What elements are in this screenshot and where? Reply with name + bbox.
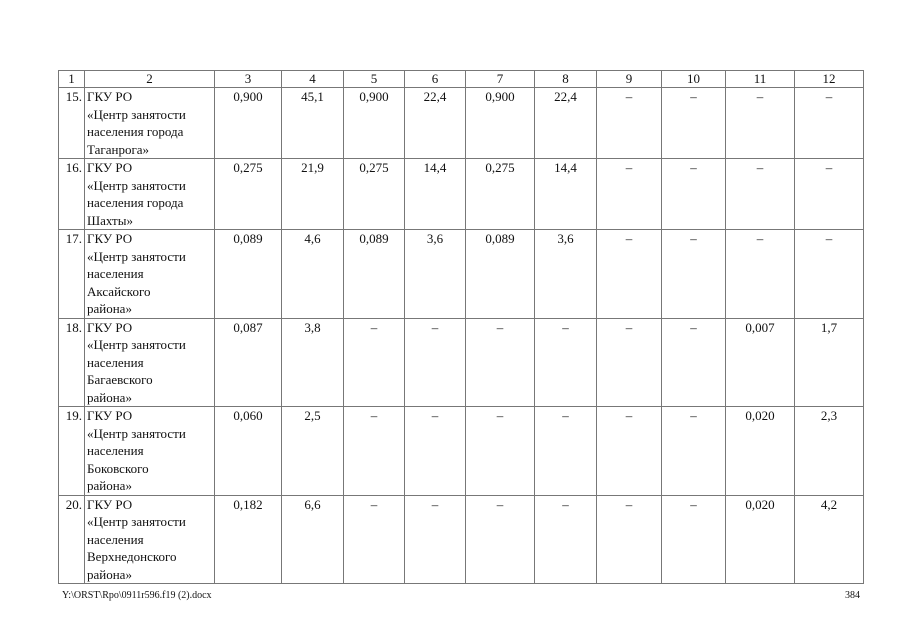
value-cell: 6,6 xyxy=(282,495,344,584)
value-cell: 0,089 xyxy=(466,230,535,319)
value-cell: 0,182 xyxy=(215,495,282,584)
organization-name xyxy=(85,495,215,584)
value-cell: – xyxy=(597,88,662,159)
table-body xyxy=(59,88,864,584)
value-cell: – xyxy=(795,88,864,159)
header-row xyxy=(59,71,864,88)
organization-name xyxy=(85,230,215,319)
name-line: ГКУ РО xyxy=(87,408,133,423)
value-cell: 0,089 xyxy=(215,230,282,319)
value-cell: – xyxy=(535,495,597,584)
value-cell: – xyxy=(466,407,535,496)
value-cell: – xyxy=(662,495,726,584)
name-line: населения города xyxy=(87,124,184,139)
name-line: ГКУ РО xyxy=(87,89,133,104)
value-cell: – xyxy=(344,407,405,496)
data-table xyxy=(58,70,864,584)
value-cell: 2,5 xyxy=(282,407,344,496)
value-cell: – xyxy=(726,159,795,230)
value-cell: – xyxy=(662,159,726,230)
name-line: ГКУ РО xyxy=(87,496,133,512)
header-cell: 4 xyxy=(282,71,344,88)
name-line: ГКУ РО xyxy=(87,319,133,335)
name-line: населения xyxy=(87,443,144,458)
row-number: 17. xyxy=(59,230,85,319)
header-cell: 6 xyxy=(405,71,466,88)
value-cell: – xyxy=(535,318,597,407)
name-line: населения xyxy=(87,354,144,370)
name-line: «Центр занятости xyxy=(87,248,186,264)
value-cell: – xyxy=(405,407,466,496)
row-number: 15. xyxy=(59,88,85,159)
header-cell: 8 xyxy=(535,71,597,88)
header-cell: 7 xyxy=(466,71,535,88)
value-cell: 3,6 xyxy=(535,230,597,319)
file-path: Y:\ORST\Rpo\0911r596.f19 (2).docx xyxy=(62,590,212,601)
table-row xyxy=(59,318,864,407)
value-cell: 14,4 xyxy=(405,159,466,230)
value-cell: 1,7 xyxy=(795,318,864,407)
value-cell: – xyxy=(344,318,405,407)
value-cell: 3,6 xyxy=(405,230,466,319)
table-row xyxy=(59,495,864,584)
organization-name xyxy=(85,159,215,230)
value-cell: 22,4 xyxy=(405,88,466,159)
value-cell: 4,6 xyxy=(282,230,344,319)
value-cell: – xyxy=(795,230,864,319)
row-number: 18. xyxy=(59,318,85,407)
page-number: 384 xyxy=(845,590,860,601)
name-line: района» xyxy=(87,566,132,582)
table-row xyxy=(59,407,864,496)
name-line: «Центр занятости xyxy=(87,514,186,529)
value-cell: 0,089 xyxy=(344,230,405,319)
value-cell: 14,4 xyxy=(535,159,597,230)
value-cell: 22,4 xyxy=(535,88,597,159)
organization-name xyxy=(85,318,215,407)
value-cell: – xyxy=(597,495,662,584)
name-line: Боковского xyxy=(87,460,149,476)
header-cell: 12 xyxy=(795,71,864,88)
value-cell: – xyxy=(344,495,405,584)
value-cell: – xyxy=(795,159,864,230)
table-row xyxy=(59,230,864,319)
header-cell: 10 xyxy=(662,71,726,88)
row-number: 19. xyxy=(59,407,85,496)
value-cell: 0,060 xyxy=(215,407,282,496)
name-line: «Центр занятости xyxy=(87,106,186,122)
name-line: населения города xyxy=(87,195,184,210)
value-cell: – xyxy=(597,230,662,319)
name-line: «Центр занятости xyxy=(87,337,186,352)
table-row xyxy=(59,88,864,159)
value-cell: – xyxy=(726,88,795,159)
name-line: Шахты» xyxy=(87,212,133,228)
value-cell: 4,2 xyxy=(795,495,864,584)
value-cell: 0,900 xyxy=(344,88,405,159)
value-cell: 45,1 xyxy=(282,88,344,159)
value-cell: – xyxy=(662,230,726,319)
header-cell: 5 xyxy=(344,71,405,88)
organization-name xyxy=(85,407,215,496)
value-cell: – xyxy=(535,407,597,496)
value-cell: 0,087 xyxy=(215,318,282,407)
table-row xyxy=(59,159,864,230)
value-cell: 0,900 xyxy=(466,88,535,159)
value-cell: 3,8 xyxy=(282,318,344,407)
value-cell: 0,275 xyxy=(344,159,405,230)
value-cell: – xyxy=(726,230,795,319)
organization-name xyxy=(85,88,215,159)
value-cell: – xyxy=(662,88,726,159)
header-cell: 11 xyxy=(726,71,795,88)
value-cell: 0,020 xyxy=(726,407,795,496)
row-number: 20. xyxy=(59,495,85,584)
name-line: населения xyxy=(87,531,144,547)
name-line: района» xyxy=(87,389,132,405)
name-line: района» xyxy=(87,478,132,493)
header-cell: 2 xyxy=(85,71,215,88)
row-number: 16. xyxy=(59,159,85,230)
value-cell: – xyxy=(405,318,466,407)
header-cell: 3 xyxy=(215,71,282,88)
value-cell: – xyxy=(597,159,662,230)
value-cell: 0,900 xyxy=(215,88,282,159)
value-cell: 0,275 xyxy=(466,159,535,230)
value-cell: – xyxy=(662,318,726,407)
value-cell: – xyxy=(597,407,662,496)
name-line: населения xyxy=(87,266,144,281)
name-line: Таганрога» xyxy=(87,141,150,157)
value-cell: – xyxy=(466,318,535,407)
value-cell: – xyxy=(466,495,535,584)
name-line: Багаевского xyxy=(87,372,153,387)
header-cell: 9 xyxy=(597,71,662,88)
value-cell: 0,007 xyxy=(726,318,795,407)
value-cell: – xyxy=(662,407,726,496)
name-line: Аксайского xyxy=(87,283,151,299)
name-line: ГКУ РО xyxy=(87,160,133,175)
name-line: ГКУ РО xyxy=(87,231,133,246)
value-cell: 0,275 xyxy=(215,159,282,230)
name-line: «Центр занятости xyxy=(87,425,186,441)
name-line: Верхнедонского xyxy=(87,549,177,564)
value-cell: 0,020 xyxy=(726,495,795,584)
name-line: района» xyxy=(87,301,132,316)
value-cell: 21,9 xyxy=(282,159,344,230)
header-cell: 1 xyxy=(59,71,85,88)
value-cell: 2,3 xyxy=(795,407,864,496)
value-cell: – xyxy=(597,318,662,407)
name-line: «Центр занятости xyxy=(87,177,186,193)
value-cell: – xyxy=(405,495,466,584)
